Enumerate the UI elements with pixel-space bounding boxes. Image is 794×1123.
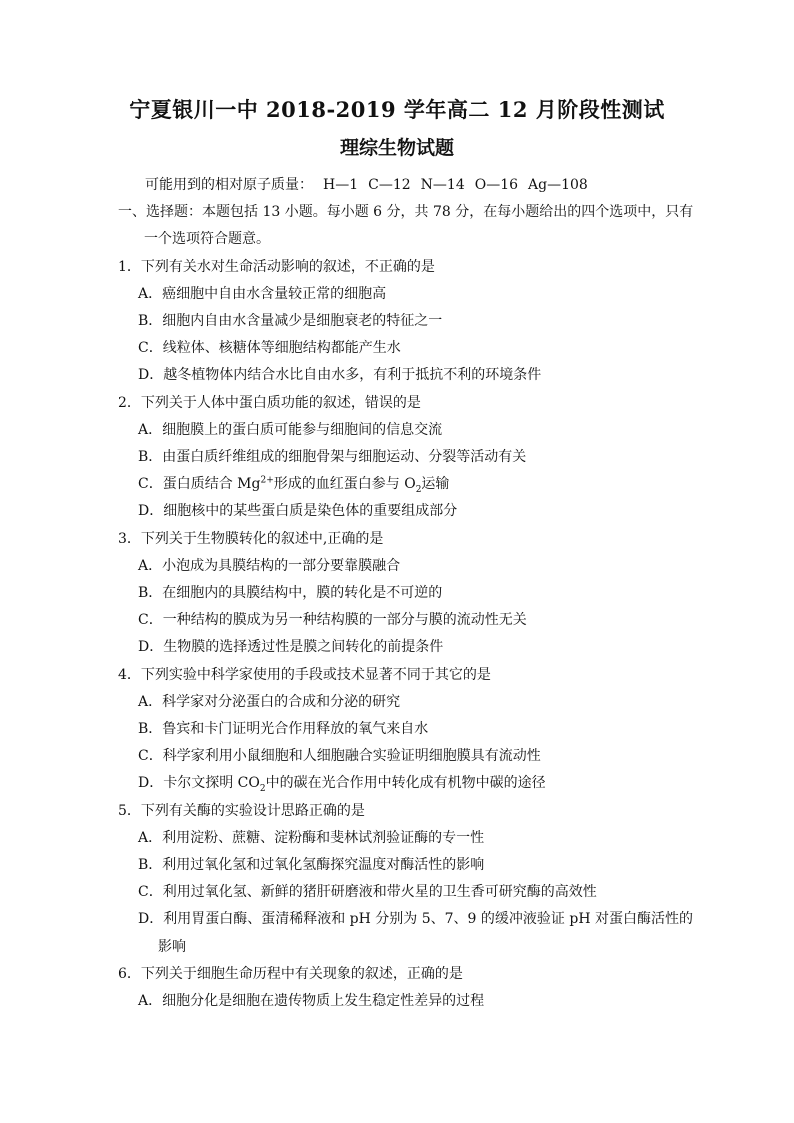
answer-option: C．科学家利用小鼠细胞和人细胞融合实验证明细胞膜具有流动性 bbox=[138, 748, 541, 765]
formula-subscript: 2 bbox=[415, 485, 422, 496]
answer-option: A．细胞分化是细胞在遗传物质上发生稳定性差异的过程 bbox=[138, 993, 485, 1010]
question-text: 下列实验中科学家使用的手段或技术显著不同于其它的是 bbox=[140, 666, 491, 683]
answer-option: C．利用过氧化氢、新鲜的猪肝研磨液和带火星的卫生香可研究酶的高效性 bbox=[138, 884, 597, 901]
atomic-mass-item: N—14 bbox=[420, 177, 465, 193]
atomic-mass-item: Ag—108 bbox=[528, 177, 588, 193]
question-stem bbox=[112, 961, 682, 988]
question-number: 3． bbox=[118, 530, 141, 547]
answer-option: A．细胞膜上的蛋白质可能参与细胞间的信息交流 bbox=[138, 421, 443, 438]
question-number: 5． bbox=[118, 802, 141, 819]
question-number: 1． bbox=[118, 258, 141, 275]
question-number: 2． bbox=[118, 394, 141, 411]
option-text: 形成的血红蛋白参与 O bbox=[273, 476, 416, 493]
question-stem bbox=[112, 526, 682, 553]
question-text: 下列关于人体中蛋白质功能的叙述，错误的是 bbox=[140, 394, 421, 411]
question-stem bbox=[112, 390, 682, 417]
atomic-masses-line bbox=[112, 172, 682, 199]
atomic-mass-item: H—1 bbox=[323, 177, 359, 193]
answer-option: D．越冬植物体内结合水比自由水多，有利于抵抗不利的环境条件 bbox=[138, 367, 542, 384]
atomic-mass-item: C—12 bbox=[368, 177, 411, 193]
question-stem bbox=[112, 662, 682, 689]
section-instructions-continued: 一个选项符合题意。 bbox=[144, 231, 270, 248]
answer-option-continued: 影响 bbox=[158, 938, 186, 955]
answer-option: B．鲁宾和卡门证明光合作用释放的氧气来自水 bbox=[138, 721, 429, 738]
answer-option: A．利用淀粉、蔗糖、淀粉酶和斐林试剂验证酶的专一性 bbox=[138, 829, 485, 846]
answer-option: A．癌细胞中自由水含量较正常的细胞高 bbox=[138, 285, 387, 302]
answer-option: C．一种结构的膜成为另一种结构膜的一部分与膜的流动性无关 bbox=[138, 612, 527, 629]
option-text: D．卡尔文探明 CO bbox=[138, 775, 260, 792]
charge-superscript: 2+ bbox=[260, 475, 274, 486]
answer-option: D．生物膜的选择透过性是膜之间转化的前提条件 bbox=[138, 639, 444, 656]
question-text: 下列有关酶的实验设计思路正确的是 bbox=[140, 802, 365, 819]
section-instructions: 一、选择题：本题包括 13 小题。每小题 6 分，共 78 分，在每小题给出的四个选项中，只有 bbox=[118, 204, 694, 221]
answer-option: D．细胞核中的某些蛋白质是染色体的重要组成部分 bbox=[138, 503, 458, 520]
question-text: 下列关于生物膜转化的叙述中,正确的是 bbox=[140, 530, 384, 547]
atomic-masses-label: 可能用到的相对原子质量： bbox=[145, 177, 313, 193]
answer-option: B．在细胞内的具膜结构中，膜的转化是不可逆的 bbox=[138, 585, 443, 602]
answer-option: C．线粒体、核糖体等细胞结构都能产生水 bbox=[138, 340, 401, 357]
question-number: 4． bbox=[118, 666, 141, 683]
atomic-mass-item: O—16 bbox=[474, 177, 519, 193]
answer-option: B．利用过氧化氢和过氧化氢酶探究温度对酶活性的影响 bbox=[138, 857, 485, 874]
question-number: 6． bbox=[118, 965, 141, 982]
answer-option: B．由蛋白质纤维组成的细胞骨架与细胞运动、分裂等活动有关 bbox=[138, 449, 527, 466]
option-text: 运输 bbox=[421, 476, 450, 493]
answer-option: A．科学家对分泌蛋白的合成和分泌的研究 bbox=[138, 693, 401, 710]
formula-subscript: 2 bbox=[259, 784, 266, 795]
question-stem bbox=[112, 798, 682, 825]
answer-option: A．小泡成为具膜结构的一部分要靠膜融合 bbox=[138, 557, 401, 574]
option-text: 中的碳在光合作用中转化成有机物中碳的途径 bbox=[265, 775, 546, 792]
answer-option: B．细胞内自由水含量减少是细胞衰老的特征之一 bbox=[138, 313, 443, 330]
question-text: 下列关于细胞生命历程中有关现象的叙述，正确的是 bbox=[140, 965, 463, 982]
question-text: 下列有关水对生命活动影响的叙述，不正确的是 bbox=[140, 258, 435, 275]
exam-subtitle: 理综生物试题 bbox=[339, 137, 454, 159]
answer-option bbox=[112, 471, 682, 498]
answer-option bbox=[112, 770, 682, 797]
option-text: C．蛋白质结合 Mg bbox=[138, 476, 261, 493]
answer-option: D．利用胃蛋白酶、蛋清稀释液和 pH 分别为 5、7、9 的缓冲液验证 pH 对蛋白酶活性的 bbox=[138, 911, 693, 928]
question-stem bbox=[112, 254, 682, 281]
exam-title: 宁夏银川一中 2018-2019 学年高二 12 月阶段性测试 bbox=[129, 97, 665, 122]
